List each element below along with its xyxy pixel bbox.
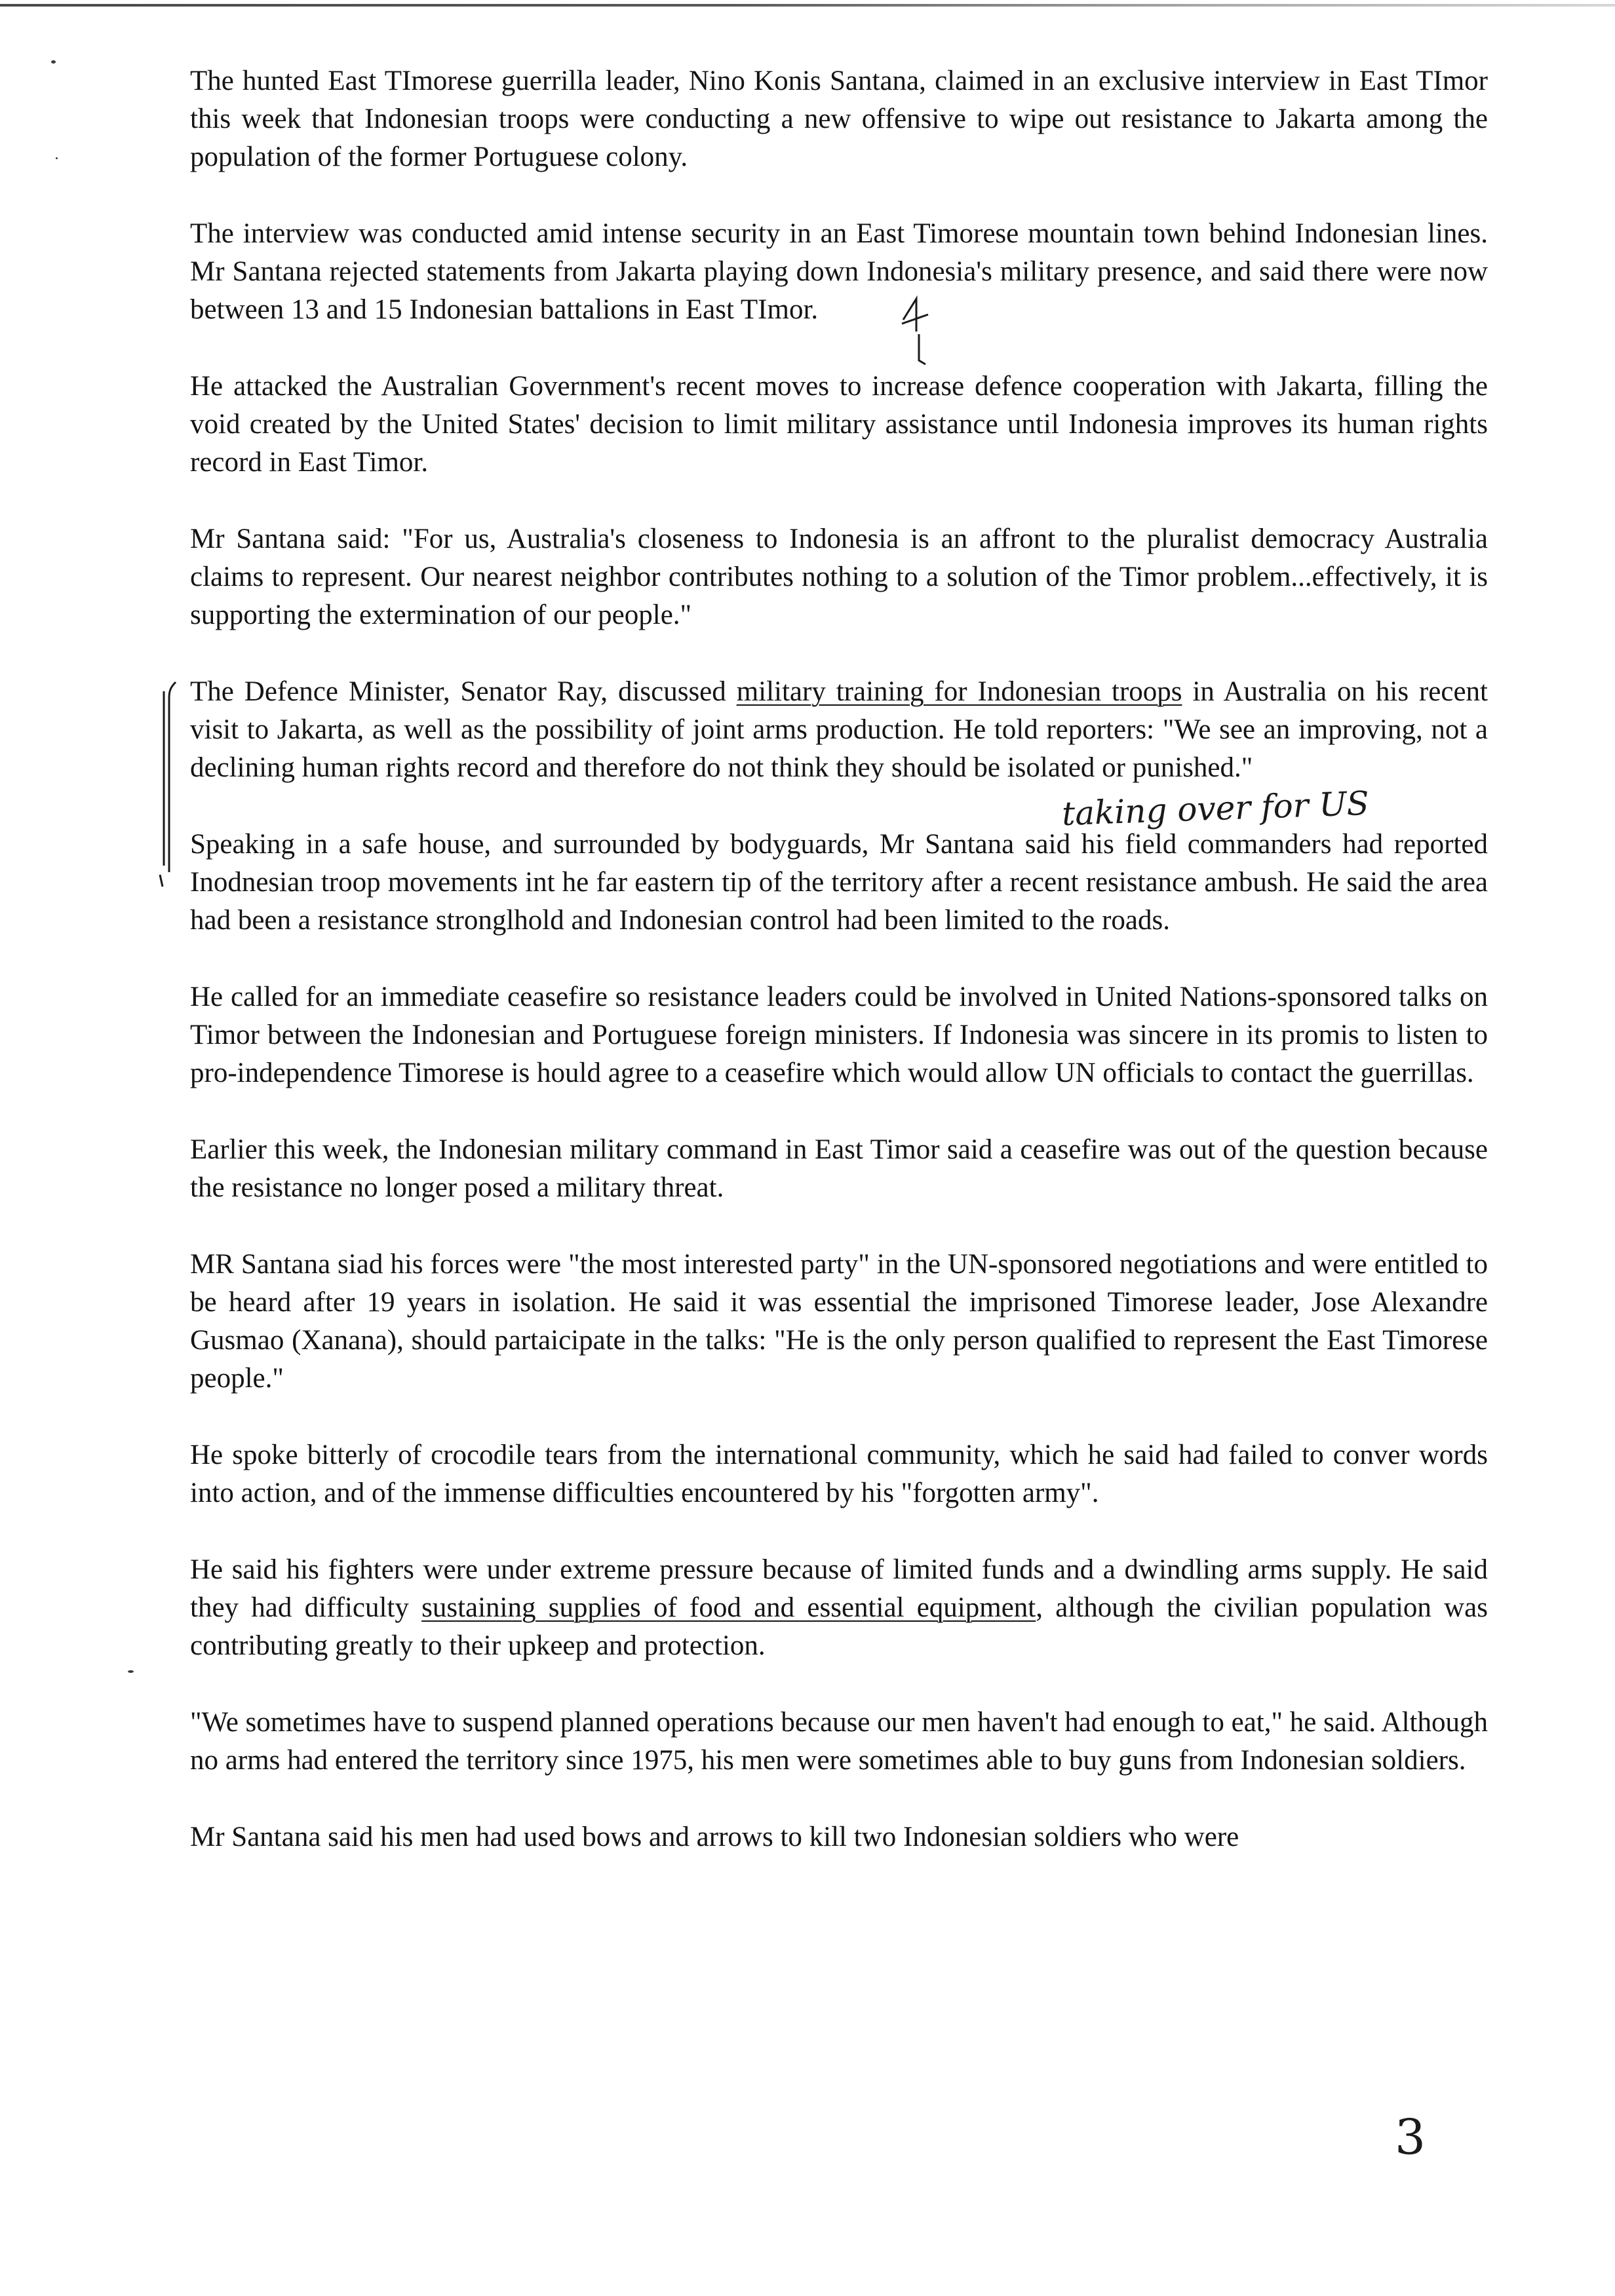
body-paragraph bbox=[190, 1551, 1488, 1665]
paragraph-text: , although the civilian population was contributing greatly to their upkeep and protection. bbox=[190, 1592, 1489, 1661]
paragraph-text: He called for an immediate ceasefire so resistance leaders could be involved in United Nations-sponsored talks on Timor between the Indonesian and Portuguese foreign ministers. If Indonesia was sincere in its promis to listen to pro-independence Timorese is hould agree to a ceasefire which would allow UN officials to contact the guerrillas. bbox=[190, 982, 1488, 1088]
paragraph-text: He said his fighters were under extreme pressure because of limited funds and a dwindling arms supply. He said they had difficulty bbox=[190, 1554, 1488, 1623]
paragraph-text: in Australia on his recent visit to Jakarta, as well as the possibility of joint arms production. He told reporters: "We see an improving, not a declining human rights record and therefore do not think they should be isolated or punished." bbox=[190, 676, 1488, 783]
body-paragraph bbox=[190, 673, 1488, 787]
paragraph-text: He spoke bitterly of crocodile tears from the international community, which he said had failed to conver words into action, and of the immense difficulties encountered by his "forgotten army". bbox=[190, 1440, 1488, 1508]
body-paragraph bbox=[190, 1818, 1488, 1856]
body-paragraph bbox=[190, 520, 1488, 634]
paragraph-text: "We sometimes have to suspend planned operations because our men haven't had enough to eat," he said. Although no arms had entered the territory since 1975, his men were sometimes able to buy guns from Indonesian soldiers. bbox=[190, 1707, 1488, 1776]
body-paragraph bbox=[190, 826, 1488, 940]
paragraph-text: Mr Santana said: "For us, Australia's closeness to Indonesia is an affront to the pluralist democracy Australia claims to represent. Our nearest neighbor contributes nothing to a solution of the Timor problem...effectively, it is supporting the extermination of our people." bbox=[190, 524, 1488, 630]
scan-top-edge bbox=[0, 4, 1615, 7]
body-paragraph bbox=[190, 978, 1488, 1092]
body-paragraph bbox=[190, 1704, 1488, 1780]
body-paragraph bbox=[190, 1436, 1488, 1512]
document-body bbox=[190, 62, 1488, 1856]
paragraph-text: The hunted East TImorese guerrilla leader, Nino Konis Santana, claimed in an exclusive interview in East TImor this week that Indonesian troops were conducting a new offensive to wipe out resistance to Jakarta among the population of the former Portuguese colony. bbox=[190, 66, 1488, 172]
handwritten-insert-caret bbox=[899, 288, 939, 373]
page-number: 3 bbox=[1395, 2109, 1426, 2166]
underlined-text: military training for Indonesian troops bbox=[736, 676, 1182, 707]
paragraph-text: MR Santana siad his forces were "the most interested party" in the UN-sponsored negotiations and were entitled to be heard after 19 years in isolation. He said it was essential the imprisoned Timorese leader, Jose Alexandre Gusmao (Xanana), should partaicipate in the talks: "He is the only person qualified to represent the East Timorese people." bbox=[190, 1249, 1488, 1394]
paragraph-text: Earlier this week, the Indonesian military command in East Timor said a ceasefire was out of the question because the resistance no longer posed a military threat. bbox=[190, 1134, 1488, 1203]
body-paragraph bbox=[190, 1131, 1488, 1207]
paragraph-text: He attacked the Australian Government's recent moves to increase defence cooperation with Jakarta, filling the void created by the United States' decision to limit military assistance until Indonesia improves its human rights record in East Timor. bbox=[190, 371, 1488, 478]
underlined-text: sustaining supplies of food and essential equipment bbox=[421, 1592, 1036, 1623]
body-paragraph bbox=[190, 1246, 1488, 1398]
paragraph-text: Mr Santana said his men had used bows and arrows to kill two Indonesian soldiers who were bbox=[190, 1822, 1239, 1852]
body-paragraph bbox=[190, 368, 1488, 482]
stray-ink-mark bbox=[56, 157, 58, 159]
body-paragraph bbox=[190, 215, 1488, 329]
stray-ink-mark bbox=[51, 60, 56, 64]
paragraph-text: Speaking in a safe house, and surrounded by bodyguards, Mr Santana said his field commanders had reported Inodnesian troop movements int he far eastern tip of the territory after a recent resistance ambush. He said the area had been a resistance stronglhold and Indonesian control had been limited to the roads. bbox=[190, 829, 1488, 936]
paragraph-text: The interview was conducted amid intense security in an East Timorese mountain town behind Indonesian lines. Mr Santana rejected statements from Jakarta playing down Indonesia's military presence, and said there were now between 13 and 15 Indonesian battalions in East TImor. bbox=[190, 218, 1488, 325]
margin-bracket-mark bbox=[156, 678, 182, 888]
stray-ink-mark bbox=[128, 1670, 134, 1673]
handwritten-margin-note: taking over for US bbox=[1061, 784, 1370, 833]
paragraph-text: The Defence Minister, Senator Ray, discussed bbox=[190, 676, 737, 707]
body-paragraph bbox=[190, 62, 1488, 176]
